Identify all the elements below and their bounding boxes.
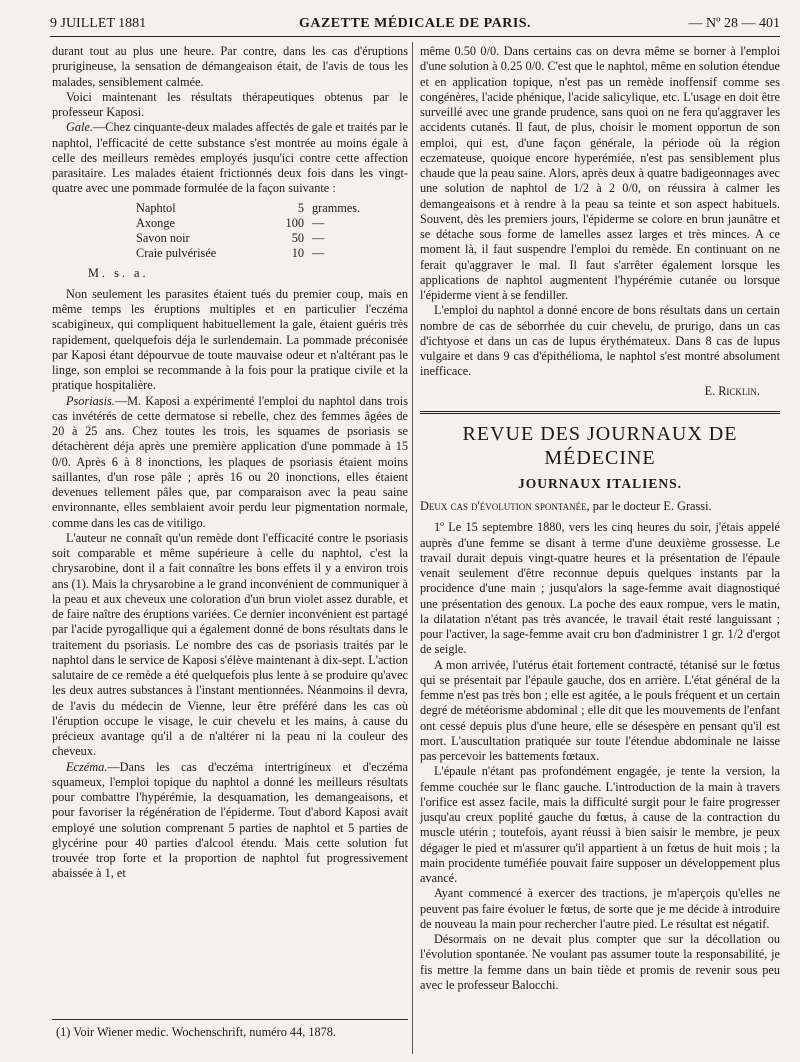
ingredient-unit: —: [312, 231, 325, 245]
section-lead: Eczéma.: [66, 759, 108, 774]
ingredient-qty: 10: [291, 246, 304, 261]
recipe-row: [136, 216, 408, 231]
right-column: [420, 44, 780, 993]
paragraph-text: —Dans les cas d'eczéma intertrigineux et d'eczéma squameux, l'emploi topique du naphtol a donné les meilleurs résultats pour combattre l'hypérémie, la desquamation, les demangeaisons, et pour favoriser la régénération de l'épiderme. Tout d'abord Kaposi avait employé une solution comprenant 5 parties de naphtol et 5 parties de glycérine pour 40 parties d'alcool étendu. Mais cette solution fut trouvée trop forte et la proportion de naphtol fut progressivement abaissée à 1, et: [52, 759, 408, 881]
ingredient-qty: 100: [285, 215, 304, 230]
ingredient-qty: 50: [291, 231, 304, 245]
ingredient-name: Naphtol: [136, 200, 176, 215]
section-lead: Psoriasis.: [66, 393, 115, 408]
author-signature: E. Ricklin.: [704, 383, 760, 398]
paragraph-gale: [52, 120, 408, 196]
paragraph-text: —M. Kaposi a expérimenté l'emploi du naphtol dans trois cas invétérés de cette dermatose si rebelle, chez des femmes âgées de 20 à 25 ans. Chez toutes les trois, les squames de psoriasis se détachèrent déja après une première application d'une pommade à 15 0/0. Après 6 à 8 inonctions, les plaques de psoriasis étaient moins saillantes, d'un rose pâle ; après 16 ou 20 inonctions, elles étaient devenues tellement pâles que, par comparaison avec la peau saine environnante, elles semblaient avoir perdu leur pigmentation normale, comme dans les cas de vitiligo.: [52, 393, 408, 530]
article-author: par le docteur E. Grassi.: [592, 499, 712, 513]
paragraph: Voici maintenant les résultats thérapeutiques obtenus par le professeur Kaposi.: [52, 89, 408, 119]
paragraph: L'emploi du naphtol a donné encore de bons résultats dans un certain nombre de cas de séborrhée du cuir chevelu, de prurigo, dans un cas d'ichtyose et dans un cas de lupus érythémateux. Dans 8 cas de lupus vulgaire et dans 9 cas d'épithélioma, le naphtol s'est montré absolument inefficace.: [420, 303, 780, 379]
article-heading: [420, 499, 780, 514]
section-subtitle: JOURNAUX ITALIENS.: [517, 475, 683, 491]
column-divider: [412, 42, 413, 1054]
recipe-row: [136, 231, 408, 246]
header-journal-title: GAZETTE MÉDICALE DE PARIS.: [298, 16, 532, 31]
page-header: [50, 14, 780, 37]
paragraph: A mon arrivée, l'utérus était fortement contracté, tétanisé sur le fœtus qui se présentait par l'épaule gauche, dos en arrière. L'état général de la femme n'est pas très bon ; elle est agitée, a le pouls fréquent et un certain degré de météorisme abdominal ; elle dit que les mouvements de l'enfant ont cessé depuis plus d'une heure, elle se désespère en pensant qu'il est mort. L'auscultation pratiquée sur toute l'étendue abdominale ne laisse pas percevoir les battements fœtaux.: [420, 657, 780, 763]
footnote: (1) Voir Wiener medic. Wochenschrift, numéro 44, 1878.: [56, 1025, 337, 1039]
header-date: 9 JUILLET 1881: [50, 16, 147, 31]
ingredient-name: Axonge: [136, 215, 175, 230]
ingredient-unit: —: [312, 246, 325, 261]
ingredient-unit: —: [312, 215, 325, 230]
section-title: REVUE DES JOURNAUX DE MÉDECINE: [462, 422, 738, 469]
ingredient-name: Craie pulvérisée: [136, 246, 217, 261]
paragraph: L'auteur ne connaît qu'un remède dont l'efficacité contre le psoriasis soit comparable et même supérieure à celle du naphtol, c'est la chrysarobine, dont il a fait connaître les bons effets il y a environ trois ans (1). Mais la chrysarobine a le grand inconvénient de communiquer à la peau et aux cheveux une coloration d'un brun violet assez durable, et de faire naître des éruptions variées. Ce dernier inconvénient est partagé par l'acide pyrogallique qui a également donné de bons résultats dans le traitement du psoriasis. Le nombre des cas de psoriasis traités par le naphtol dans le service de Kaposi s'élève maintenant à dix-sept. L'action salutaire de ce remède a été quelquefois plus lente à se produire qu'avec les deux autres substances à l'instant mentionnées. Néanmoins il devra, de l'avis du médecin de Vienne, leur être préféré dans les cas où l'éruption occupe le visage, le cuir chevelu et les mains, à cause du précieux avantage qu'il a de n'altérer ni la peau ni la couleur des cheveux.: [52, 530, 408, 759]
left-column: [52, 44, 408, 882]
paragraph: L'épaule n'étant pas profondément engagée, je tente la version, la femme couchée sur le flanc gauche. L'introduction de la main à travers l'orifice est assez facile, mais la difficulté surgit pour le faire progresser jusqu'au creux poplité gauche du fœtus, à cause de la contraction du muscle utérin ; toutefois, ayant réussi à bien saisir le membre, je peux dégager le pied et m'assurer qu'il appartient à un fœtus de huit mois ; la main procidente tuméfiée pouvait faire supposer un développement plus avancé.: [420, 764, 780, 885]
article-title: Deux cas d'évolution spontanée,: [420, 499, 590, 513]
section-divider: [420, 411, 780, 414]
ingredient-qty: 5: [297, 200, 304, 215]
ingredient-unit: grammes.: [312, 200, 361, 215]
paragraph: Ayant commencé à exercer des tractions, je m'aperçois qu'elles ne peuvent pas faire évoluer le fœtus, de sorte que je me décide à introduire de nouveau la main pour rechercher l'autre pied. Le résultat est négatif.: [420, 886, 780, 931]
recipe-row: [136, 201, 408, 216]
paragraph: 1º Le 15 septembre 1880, vers les cinq heures du soir, j'étais appelé auprès d'une femme se disant à terme d'une deuxième grossesse. Le travail durait depuis vingt-quatre heures et la présentation de l'épaule venait seulement d'être reconnue depuis quelques instants par la procidence d'une main ; jusqu'alors la sage-femme avait diagnostiqué une présentation des genoux. La poche des eaux rompue, vers le matin, la dilatation n'étant pas très avancée, le travail était resté languissant ; pour l'activer, la sage-femme avait cru bon d'administrer 1 gr. 1/2 d'ergot de seigle.: [420, 520, 780, 657]
paragraph-psoriasis: [52, 394, 408, 531]
section-lead: Gale.: [66, 120, 93, 135]
paragraph: Désormais on ne devait plus compter que sur la décollation ou l'évolution spontanée. Ne voulant pas assumer toute la responsabilité, je fis mettre la femme dans un bain tiède et promis de revenir sous peu avec le professeur Balocchi.: [420, 932, 780, 992]
paragraph: durant tout au plus une heure. Par contre, dans les cas d'éruptions prurigineuse, la sensation de démangeaison était, de l'avis de tous les malades, sensiblement calmée.: [52, 44, 408, 89]
paragraph: Non seulement les parasites étaient tués du premier coup, mais en même temps les éruptions multiples et en particulier l'eczéma scabigineux, qui compliquent habituellement la gale, étaient guéris très rapidement, quelquefois déja le surlendemain. La pommade préconisée par Kaposi étant dépourvue de toute mauvaise odeur et n'altérant pas le linge, son emploi se recommande à la fois pour la pratique civile et la pratique hospitalière.: [52, 286, 408, 393]
paragraph: même 0.50 0/0. Dans certains cas on devra même se borner à l'emploi d'une solution à 0.25 0/0. C'est que le naphtol, même en solution étendue et en application topique, n'est pas un remède inoffensif comme ses congénères, l'acide phénique, l'acide salicylique, etc. L'usage en doit être surveillé avec une grande prudence, sans quoi on ne fera qu'aggraver les accidents cutanés. Il faut, de plus, choisir le moment opportun de son emploi, qui est, d'une façon générale, la période où la région eczemateuse, quoique encore hyperémiée, n'est pas sensiblement plus chaude que la peau saine. Alors, après deux à quatre badigeonnages avec une solution de naphtol de 1/2 à 2 0/0, on réussira à calmer les demangeaisons et à rendre à la peau sa teinte et son aspect habituels. Souvent, dès les premiers jours, l'épiderme se colore en brun jaunâtre et se détache sous forme de lamelles assez larges et très minces. A ce moment là, il faut suspendre l'emploi du remède. En continuant on ne ferait qu'aggraver le mal. Il faut s'arrêter également lorsque les applications de naphtol augmentent l'hypérémie cutanée ou lorsque l'épiderme vient à se fendiller.: [420, 44, 780, 302]
paragraph-text: —Chez cinquante-deux malades affectés de gale et traités par le naphtol, l'efficacité de cette substance s'est montrée au moins égale à celle des meilleurs remèdes employés jusqu'ici contre cette affection parasitaire. Les malades étaient frictionnés deux fois dans les vingt-quatre avec une pommade formulée de la façon suivante :: [52, 120, 408, 196]
ingredient-name: Savon noir: [136, 231, 190, 245]
prescription-abbrev: M. s. a.: [88, 265, 149, 280]
recipe-table: [136, 201, 408, 262]
paragraph-eczema: [52, 760, 408, 882]
footnote-divider: [52, 1019, 408, 1020]
header-issue-page: — Nº 28 — 401: [688, 16, 780, 31]
recipe-row: [136, 246, 408, 261]
